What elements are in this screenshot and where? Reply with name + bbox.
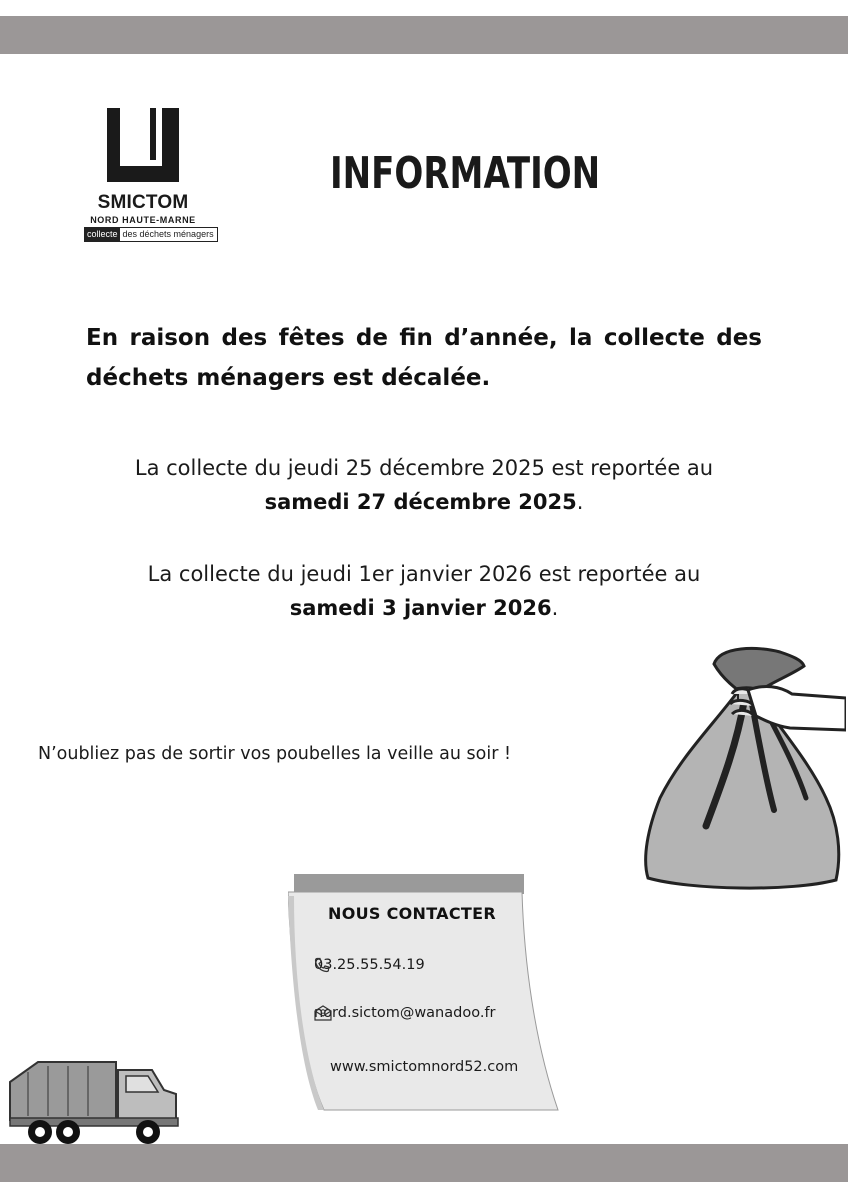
contact-phone [314,957,425,973]
logo-tagline [84,227,218,242]
notice-new-date: samedi 3 janvier 2026 [289,596,552,620]
garbage-truck-icon [6,1058,182,1148]
notice-date-line [60,485,788,519]
top-banner [0,16,848,54]
notice-date-line [60,591,788,625]
contact-email [314,1005,496,1021]
reminder-text: N’oubliez pas de sortir vos poubelles la veille au soir ! [38,744,511,764]
contact-website[interactable]: www.smictomnord52.com [330,1059,519,1075]
notice-period: . [551,596,559,620]
logo-tagline-dark: collecte [87,229,118,239]
page-title: INFORMATION [330,148,601,199]
logo-tagline-light: des déchets ménagers [122,229,214,239]
logo-name: SMICTOM [97,192,189,213]
contact-card [288,870,560,1114]
contact-email-address[interactable]: nord.sictom@wanadoo.fr [314,1005,496,1021]
garbage-bag-icon [640,638,846,894]
phone-icon [314,957,330,973]
notice-new-year [60,557,788,625]
notice-period: . [576,490,584,514]
notice-text: La collecte du jeudi 25 décembre 2025 est reportée au [134,456,714,480]
contact-phone-number[interactable]: 03.25.55.54.19 [314,957,425,973]
contact-title: NOUS CONTACTER [328,904,496,923]
lead-paragraph: En raison des fêtes de fin d’année, la collecte des déchets ménagers est décalée. [86,325,762,391]
bottom-banner [0,1144,848,1182]
envelope-icon [314,1005,332,1021]
notice-text: La collecte du jeudi 1er janvier 2026 est reportée au [147,562,701,586]
logo-region: NORD HAUTE-MARNE [90,215,196,225]
smictom-logo [84,106,214,246]
notice-christmas [60,451,788,519]
notice-new-date: samedi 27 décembre 2025 [264,490,577,514]
logo-mark-icon [107,108,179,182]
